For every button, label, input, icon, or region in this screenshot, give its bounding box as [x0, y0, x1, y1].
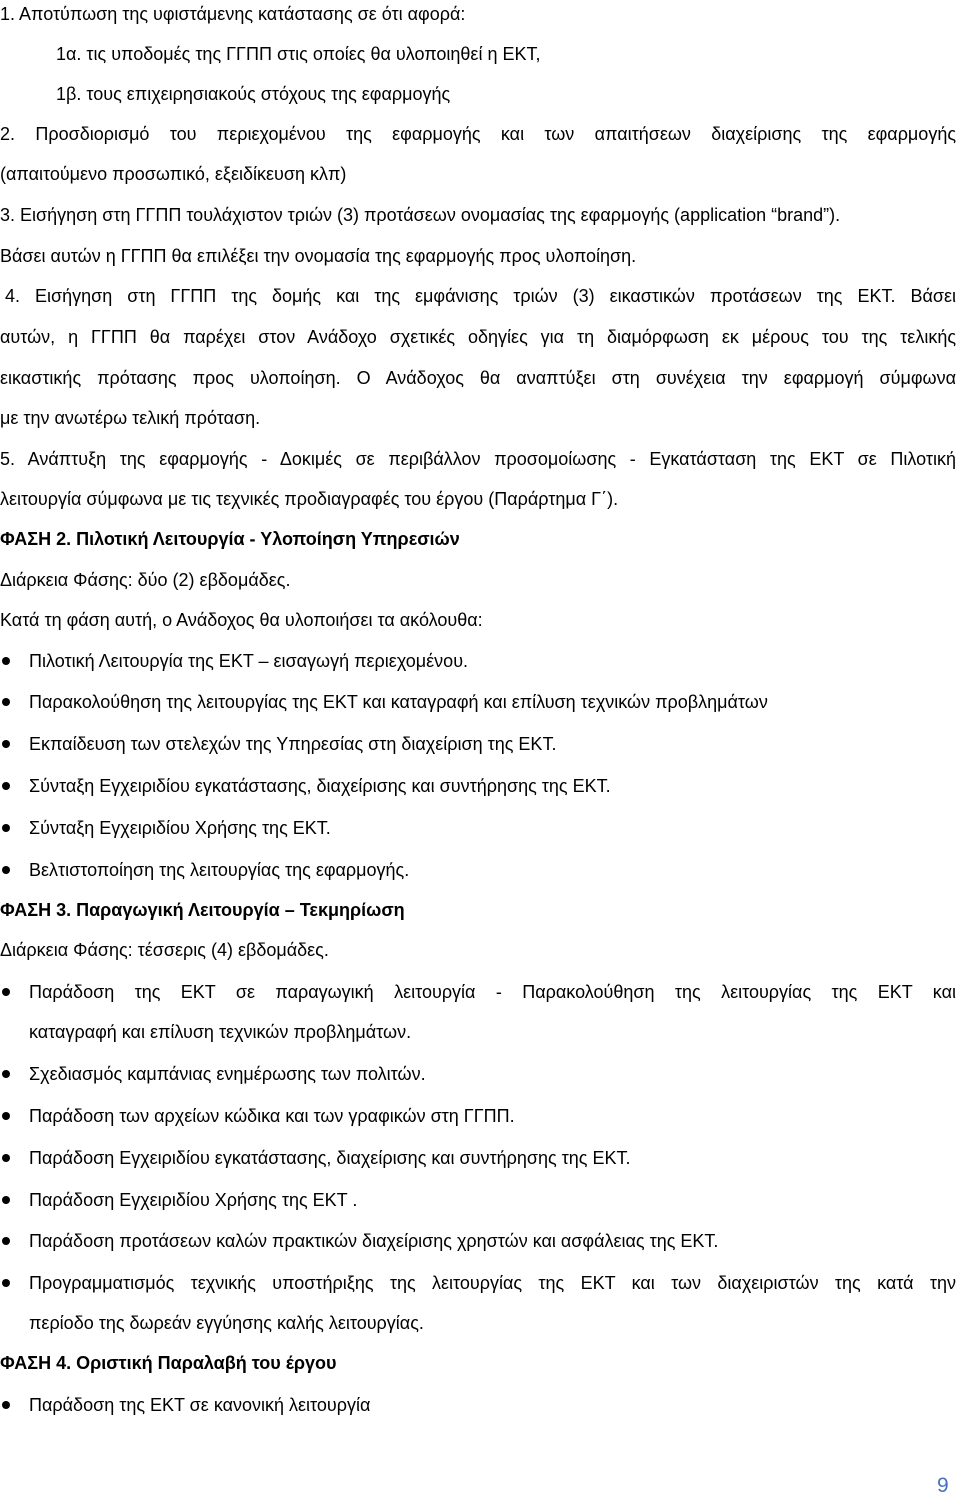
item-4-line-1: 4. Εισήγηση στη ΓΓΠΠ της δομής και της εμφάνισης τριών (3) εικαστικών προτάσεων της ΕΚΤ. Βάσει	[5, 286, 956, 306]
item-4-line-4: με την ανωτέρω τελική πρόταση.	[0, 408, 261, 428]
phase-2-intro: Κατά τη φάση αυτή, ο Ανάδοχος θα υλοποιήσει τα ακόλουθα:	[0, 610, 483, 630]
phase-2-bullet: Παρακολούθηση της λειτουργίας της ΕΚΤ και καταγραφή και επίλυση τεχνικών προβλημάτων	[29, 692, 768, 712]
bullet-icon	[2, 824, 10, 832]
bullet-icon	[2, 1279, 10, 1287]
bullet-icon	[2, 740, 10, 748]
bullet-icon	[2, 1112, 10, 1120]
item-1: 1. Αποτύπωση της υφιστάμενης κατάστασης σε ότι αφορά:	[0, 4, 466, 24]
phase-2-bullet: Πιλοτική Λειτουργία της ΕΚΤ – εισαγωγή περιεχομένου.	[29, 651, 469, 671]
phase-2-duration: Διάρκεια Φάσης: δύο (2) εβδομάδες.	[0, 570, 291, 590]
phase-3-bullet-1-line-2: καταγραφή και επίλυση τεχνικών προβλημάτων.	[29, 1022, 412, 1042]
bullet-icon	[2, 698, 10, 706]
phase-3-bullet-3: Παράδοση των αρχείων κώδικα και των γραφικών στη ΓΓΠΠ.	[29, 1106, 515, 1126]
item-4-line-3: εικαστικής πρότασης προς υλοποίηση. Ο Ανάδοχος θα αναπτύξει στη συνέχεια την εφαρμογή σύμφωνα	[0, 368, 956, 388]
phase-3-bullet-7-line-2: περίοδο της δωρεάν εγγύησης καλής λειτουργίας.	[29, 1313, 424, 1333]
bullet-icon	[2, 657, 10, 665]
phase-3-bullet-6: Παράδοση προτάσεων καλών πρακτικών διαχείρισης χρηστών και ασφάλειας της ΕΚΤ.	[29, 1231, 719, 1251]
bullet-icon	[2, 1196, 10, 1204]
phase-2-bullet: Εκπαίδευση των στελεχών της Υπηρεσίας στη διαχείριση της ΕΚΤ.	[29, 734, 557, 754]
item-2-line-1: 2. Προσδιορισμό του περιεχομένου της εφαρμογής και των απαιτήσεων διαχείρισης της εφαρμογής	[0, 124, 956, 144]
bullet-icon	[2, 1237, 10, 1245]
bullet-icon	[2, 988, 10, 996]
phase-3-bullet-4: Παράδοση Εγχειριδίου εγκατάστασης, διαχείρισης και συντήρησης της ΕΚΤ.	[29, 1148, 631, 1168]
bullet-icon	[2, 866, 10, 874]
phase-2-bullet: Σύνταξη Εγχειριδίου εγκατάστασης, διαχείρισης και συντήρησης της ΕΚΤ.	[29, 776, 611, 796]
phase-2-bullet: Σύνταξη Εγχειριδίου Χρήσης της ΕΚΤ.	[29, 818, 331, 838]
item-1a: 1α. τις υποδομές της ΓΓΠΠ στις οποίες θα υλοποιηθεί η ΕΚΤ,	[56, 44, 541, 64]
phase-2-title: ΦΑΣΗ 2. Πιλοτική Λειτουργία - Υλοποίηση Υπηρεσιών	[0, 529, 460, 549]
phase-3-bullet-7-line-1: Προγραμματισμός τεχνικής υποστήριξης της λειτουργίας της ΕΚΤ και των διαχειριστών της κατά την	[29, 1273, 956, 1293]
bullet-icon	[2, 782, 10, 790]
phase-3-bullet-1-line-1: Παράδοση της ΕΚΤ σε παραγωγική λειτουργία - Παρακολούθηση της λειτουργίας της ΕΚΤ και	[29, 982, 956, 1002]
bullet-icon	[2, 1070, 10, 1078]
bullet-icon	[2, 1154, 10, 1162]
phase-3-duration: Διάρκεια Φάσης: τέσσερις (4) εβδομάδες.	[0, 940, 329, 960]
phase-3-bullet-5: Παράδοση Εγχειριδίου Χρήσης της ΕΚΤ .	[29, 1190, 358, 1210]
phase-3-title: ΦΑΣΗ 3. Παραγωγική Λειτουργία – Τεκμηρίωση	[0, 900, 405, 920]
item-5-line-2: λειτουργία σύμφωνα με τις τεχνικές προδιαγραφές του έργου (Παράρτημα Γ΄).	[0, 489, 619, 509]
page-number: 9	[937, 1474, 949, 1497]
bullet-icon	[2, 1401, 10, 1409]
phase-4-title: ΦΑΣΗ 4. Οριστική Παραλαβή του έργου	[0, 1353, 337, 1373]
item-2-line-2: (απαιτούμενο προσωπικό, εξειδίκευση κλπ)	[0, 164, 347, 184]
item-3-line-2: Βάσει αυτών η ΓΓΠΠ θα επιλέξει την ονομασία της εφαρμογής προς υλοποίηση.	[0, 246, 637, 266]
phase-4-bullet-1: Παράδοση της ΕΚΤ σε κανονική λειτουργία	[29, 1395, 371, 1415]
item-1b: 1β. τους επιχειρησιακούς στόχους της εφαρμογής	[56, 84, 451, 104]
item-4-line-2: αυτών, η ΓΓΠΠ θα παρέχει στον Ανάδοχο σχετικές οδηγίες για τη διαμόρφωση εκ μέρους του της τελικής	[0, 327, 956, 347]
phase-2-bullet: Βελτιστοποίηση της λειτουργίας της εφαρμογής.	[29, 860, 410, 880]
phase-3-bullet-2: Σχεδιασμός καμπάνιας ενημέρωσης των πολιτών.	[29, 1064, 426, 1084]
item-3-line-1: 3. Εισήγηση στη ΓΓΠΠ τουλάχιστον τριών (3) προτάσεων ονομασίας της εφαρμογής (application “brand”).	[0, 205, 841, 225]
item-5-line-1: 5. Ανάπτυξη της εφαρμογής - Δοκιμές σε περιβάλλον προσομοίωσης - Εγκατάσταση της ΕΚΤ σε Πιλοτική	[0, 449, 956, 469]
